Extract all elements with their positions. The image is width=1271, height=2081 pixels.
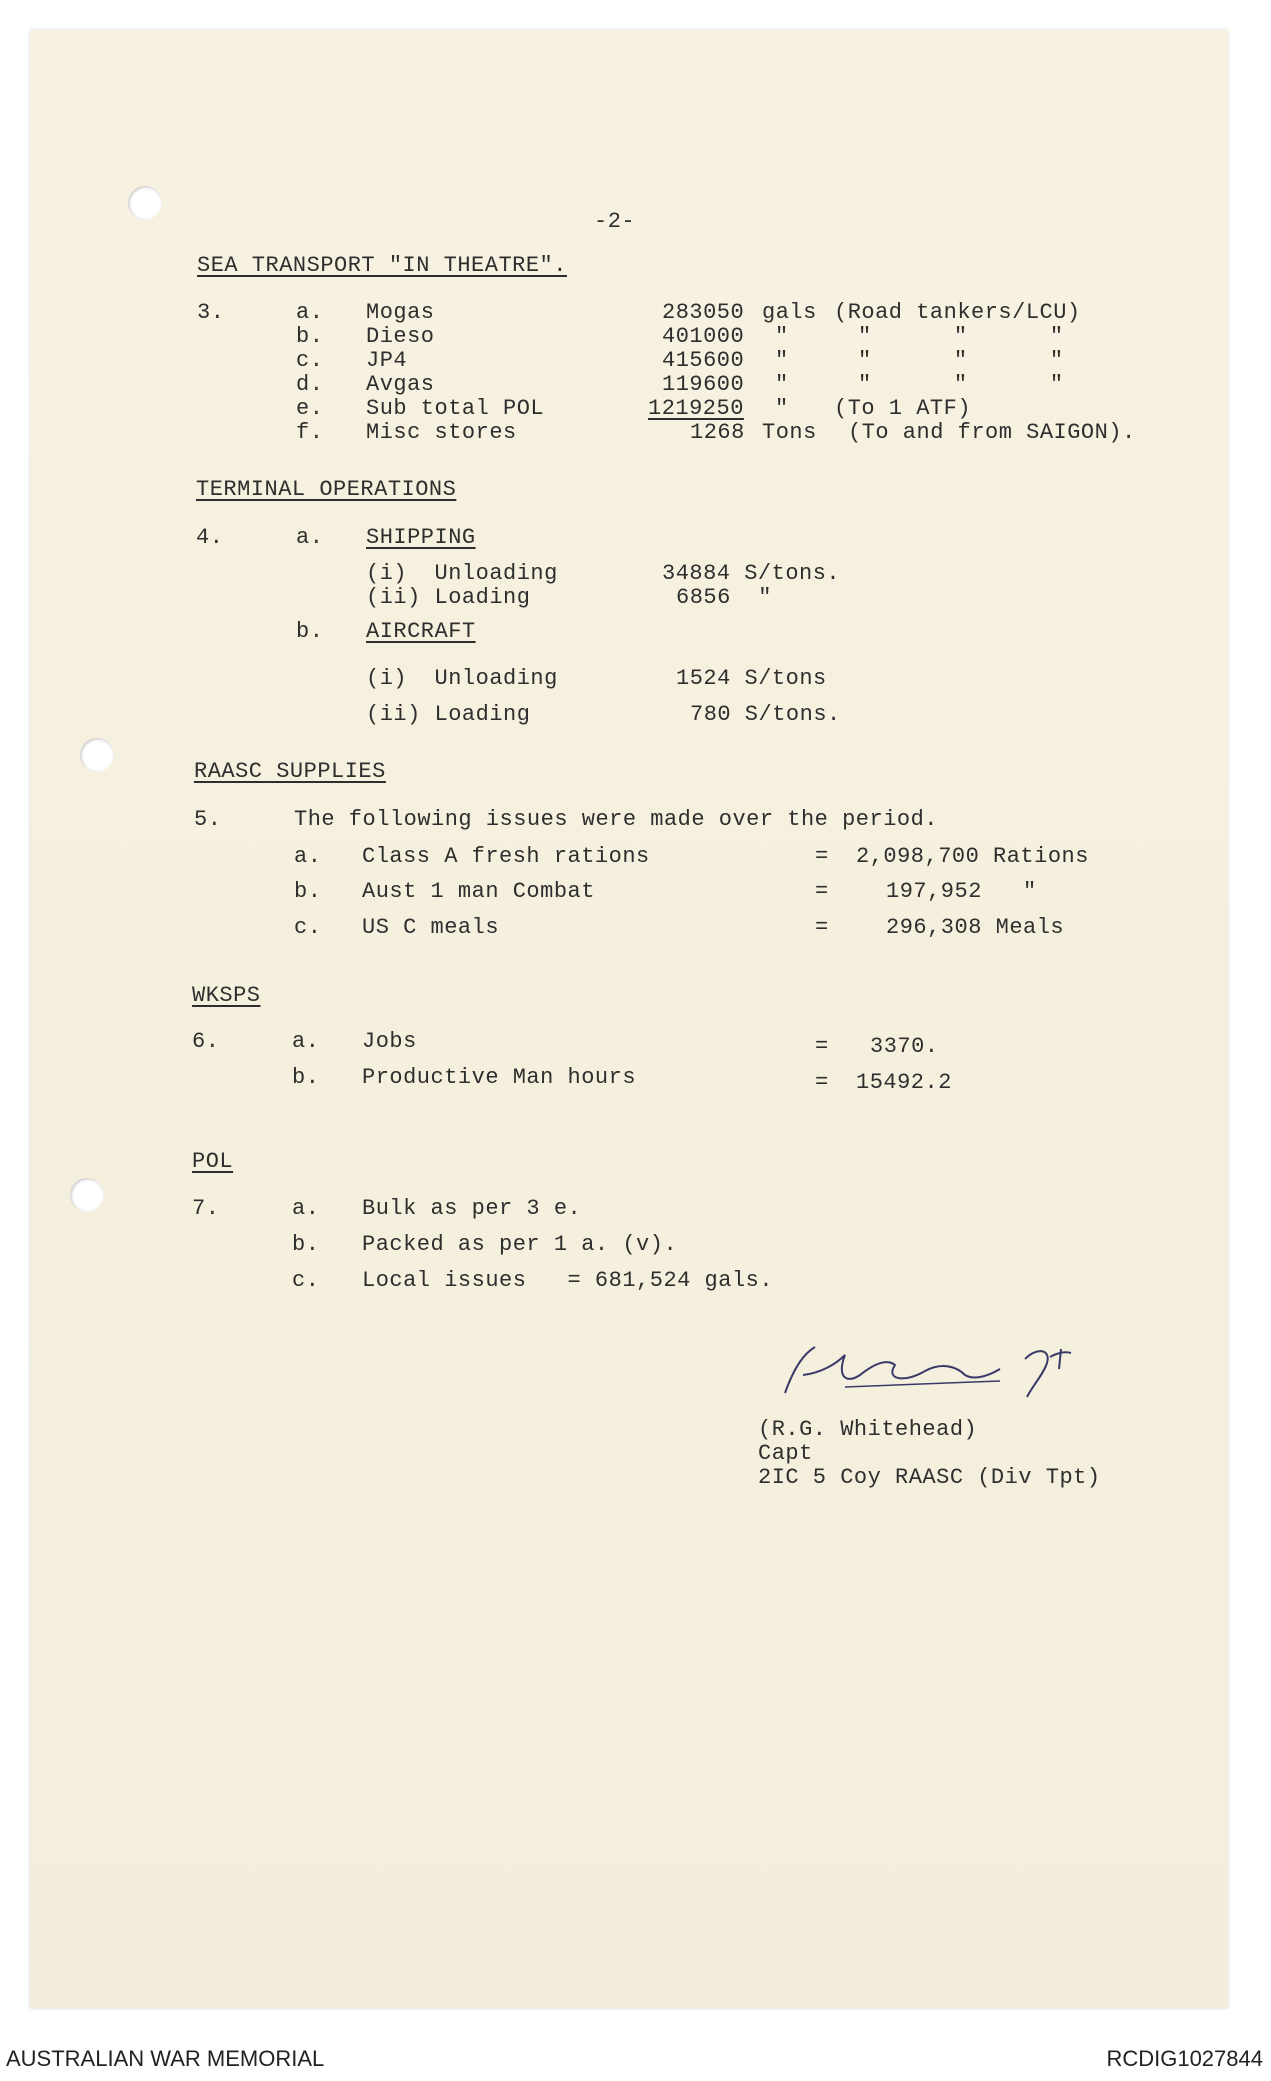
wksps-heading: WKSPS [192, 983, 261, 1008]
row-unit: " [775, 372, 789, 397]
sea-transport-heading: SEA TRANSPORT "IN THEATRE". [197, 253, 567, 278]
shipping-row-value: 34884 S/tons. [662, 561, 841, 586]
footer-catalog-id: RCDIG1027844 [1106, 2046, 1263, 2071]
row-item: Productive Man hours [362, 1065, 637, 1090]
signatory-name: (R.G. Whitehead) [758, 1417, 978, 1442]
para-number: 6. [192, 1029, 220, 1054]
row-letter: d. [296, 372, 324, 397]
row-item: JP4 [366, 348, 408, 373]
row-text: Bulk as per 3 e. [362, 1196, 582, 1221]
row-value: 2,098,700 Rations [856, 844, 1089, 869]
row-letter: c. [294, 915, 322, 940]
row-note: (Road tankers/LCU) [834, 300, 1081, 325]
row-item: Class A fresh rations [362, 844, 650, 869]
footer-source: AUSTRALIAN WAR MEMORIAL [6, 2046, 325, 2071]
row-eq: = [815, 1070, 829, 1095]
para-number: 3. [197, 300, 225, 325]
para-number: 5. [194, 807, 222, 832]
row-letter: b. [296, 619, 324, 644]
handwritten-signature [775, 1335, 1095, 1405]
row-item: Avgas [366, 372, 435, 397]
row-letter: a. [292, 1029, 320, 1054]
row-item: Misc stores [366, 420, 517, 445]
row-value: 15492.2 [856, 1070, 952, 1095]
row-unit: Tons [762, 420, 817, 445]
row-eq: = [815, 915, 829, 940]
para-number: 4. [196, 525, 224, 550]
row-amount: 1219250 [648, 396, 744, 421]
raasc-heading: RAASC SUPPLIES [194, 759, 386, 784]
row-letter: f. [296, 420, 324, 445]
row-item: Sub total POL [366, 396, 545, 421]
page-number: -2- [594, 209, 636, 234]
row-item: US C meals [362, 915, 500, 940]
signatory-unit: 2IC 5 Coy RAASC (Div Tpt) [758, 1465, 1101, 1490]
shipping-title: SHIPPING [366, 525, 476, 550]
row-letter: a. [294, 844, 322, 869]
punch-hole [70, 1178, 104, 1212]
row-note: " " " [858, 348, 1064, 373]
row-letter: a. [296, 525, 324, 550]
row-amount: 1268 [690, 420, 745, 445]
row-letter: b. [292, 1065, 320, 1090]
row-item: Dieso [366, 324, 435, 349]
pol-heading: POL [192, 1149, 234, 1174]
row-unit: " [775, 396, 789, 421]
aircraft-row-label: (ii) Loading [366, 702, 531, 727]
aircraft-row-label: (i) Unloading [366, 666, 558, 691]
row-unit: " [775, 324, 789, 349]
row-text: Packed as per 1 a. (v). [362, 1232, 678, 1257]
row-text: Local issues = 681,524 gals. [362, 1268, 774, 1293]
row-value: 197,952 " [886, 879, 1037, 904]
row-unit: gals [762, 300, 817, 325]
aircraft-row-value: 1524 S/tons [676, 666, 827, 691]
shipping-row-label: (ii) Loading [366, 585, 531, 610]
row-unit: " [775, 348, 789, 373]
row-letter: a. [292, 1196, 320, 1221]
punch-hole [128, 186, 162, 220]
row-item: Jobs [362, 1029, 417, 1054]
row-note: " " " [858, 324, 1064, 349]
row-letter: b. [292, 1232, 320, 1257]
row-letter: e. [296, 396, 324, 421]
row-letter: a. [296, 300, 324, 325]
row-eq: = [815, 1034, 829, 1059]
row-item: Mogas [366, 300, 435, 325]
row-amount: 415600 [662, 348, 745, 373]
row-value: 3370. [870, 1034, 939, 1059]
row-letter: b. [294, 879, 322, 904]
aircraft-row-value: 780 S/tons. [690, 702, 841, 727]
row-amount: 119600 [662, 372, 745, 397]
row-letter: b. [296, 324, 324, 349]
signatory-rank: Capt [758, 1441, 813, 1466]
terminal-heading: TERMINAL OPERATIONS [196, 477, 457, 502]
punch-hole [80, 738, 114, 772]
row-eq: = [815, 879, 829, 904]
shipping-row-value: 6856 " [676, 585, 772, 610]
row-amount: 401000 [662, 324, 745, 349]
aircraft-title: AIRCRAFT [366, 619, 476, 644]
row-amount: 283050 [662, 300, 745, 325]
row-note: " " " [858, 372, 1064, 397]
row-item: Aust 1 man Combat [362, 879, 595, 904]
row-letter: c. [296, 348, 324, 373]
row-note: (To and from SAIGON). [848, 420, 1136, 445]
row-value: 296,308 Meals [886, 915, 1065, 940]
row-letter: c. [292, 1268, 320, 1293]
para-number: 7. [192, 1196, 220, 1221]
shipping-row-label: (i) Unloading [366, 561, 558, 586]
row-note: (To 1 ATF) [834, 396, 972, 421]
row-eq: = [815, 844, 829, 869]
raasc-intro: The following issues were made over the period. [294, 807, 939, 832]
